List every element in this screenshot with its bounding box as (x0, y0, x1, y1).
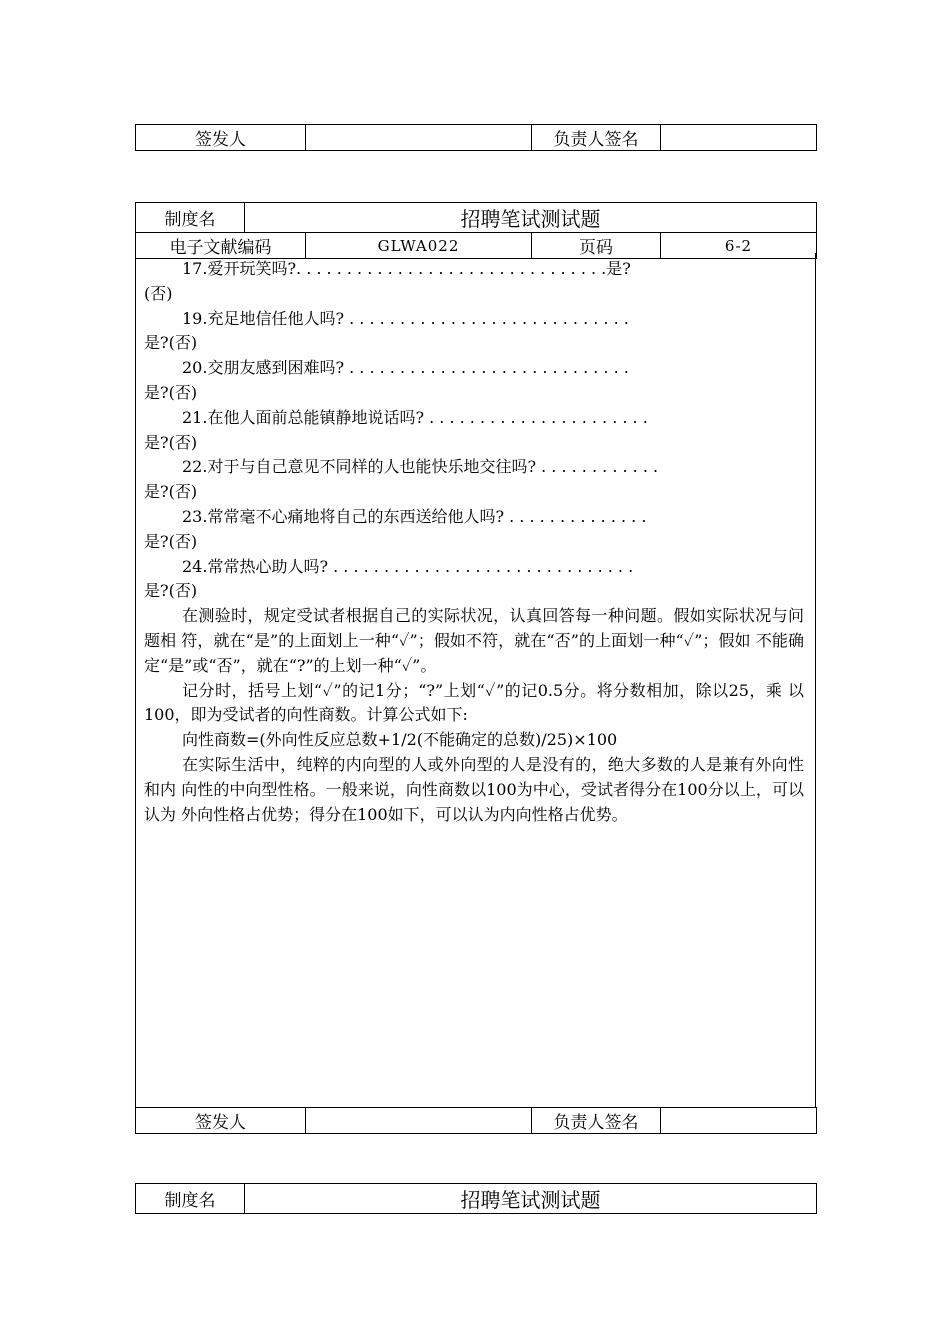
question-20 (144, 356, 804, 406)
question-answer: 是?(否) (144, 531, 198, 551)
question-text: 20.交朋友感到困难吗? . . . . . . . . . . . . . . . . . . . . . . . . . . . . (182, 358, 629, 378)
footer-signature-table (135, 1107, 817, 1134)
question-answer: 是?(否) (144, 432, 198, 452)
question-answer: 是?(否) (144, 581, 198, 601)
question-21 (144, 406, 804, 456)
next-page-header-table (135, 1183, 817, 1214)
policy-name: 招聘笔试测试题 (245, 1184, 817, 1214)
question-answer: (否) (144, 283, 173, 303)
policy-label: 制度名 (136, 203, 245, 233)
signer-label: 签发人 (136, 1108, 306, 1134)
signer-value (306, 125, 532, 151)
question-23 (144, 505, 804, 555)
code-value: GLWA022 (306, 233, 532, 259)
prev-signature-table (135, 124, 817, 151)
question-text: 17.爱开玩笑吗?. . . . . . . . . . . . . . . . . . . . . . . . . . . . . . .是? (182, 259, 631, 278)
responsible-label: 负责人签名 (532, 1108, 661, 1134)
question-text: 24.常常热心助人吗? . . . . . . . . . . . . . . . . . . . . . . . . . . . . . . (182, 556, 634, 576)
responsible-label: 负责人签名 (532, 125, 661, 151)
formula-line: 向性商数=(外向性反应总数+1/2(不能确定的总数)/25)×100 (182, 730, 618, 750)
question-text: 22.对于与自己意见不同样的人也能快乐地交往吗? . . . . . . . . . . . . (182, 457, 659, 477)
page-value: 6-2 (661, 233, 817, 259)
page-label: 页码 (532, 233, 661, 259)
responsible-value (661, 1108, 817, 1134)
policy-label: 制度名 (136, 1184, 245, 1214)
question-answer: 是?(否) (144, 482, 198, 502)
question-answer: 是?(否) (144, 333, 198, 353)
signer-label: 签发人 (136, 125, 306, 151)
question-24 (144, 555, 804, 605)
question-19 (144, 307, 804, 357)
question-text: 19.充足地信任他人吗? . . . . . . . . . . . . . . . . . . . . . . . . . . . . (182, 308, 629, 328)
question-text: 23.常常毫不心痛地将自己的东西送给他人吗? . . . . . . . . . . . . . . (182, 506, 647, 526)
question-text: 21.在他人面前总能镇静地说话吗? . . . . . . . . . . . . . . . . . . . . . . (182, 407, 648, 427)
instructions-paragraph: 在测验时，规定受试者根据自己的实际状况，认真回答每一种问题。假如实际状况与问题相 符，就在“是”的上面划上一种“✓”；假如不符，就在“否”的上面划一种“✓”；假如 不能确定“是”或“否”，就在“?”的上划一种“✓”。 (144, 606, 804, 675)
question-17 (144, 257, 804, 307)
scoring-paragraph: 记分时，括号上划“✓”的记1分；“?”上划“✓”的记0.5分。将分数相加，除以25，乘 以100，即为受试者的向性商数。计算公式如下: (144, 680, 804, 725)
code-label: 电子文献编码 (136, 233, 306, 259)
doc-header-table (135, 202, 817, 259)
content-text (144, 257, 804, 827)
signer-value (306, 1108, 532, 1134)
question-answer: 是?(否) (144, 382, 198, 402)
content-box (135, 253, 816, 1107)
question-22 (144, 455, 804, 505)
responsible-value (661, 125, 817, 151)
interpretation-paragraph: 在实际生活中，纯粹的内向型的人或外向型的人是没有的，绝大多数的人是兼有外向性和内 向性的中向型性格。一般来说，向性商数以100为中心，受试者得分在100分以上，可以认为 外向性格占优势；得分在100如下，可以认为内向性格占优势。 (144, 754, 804, 824)
policy-name: 招聘笔试测试题 (245, 203, 817, 233)
